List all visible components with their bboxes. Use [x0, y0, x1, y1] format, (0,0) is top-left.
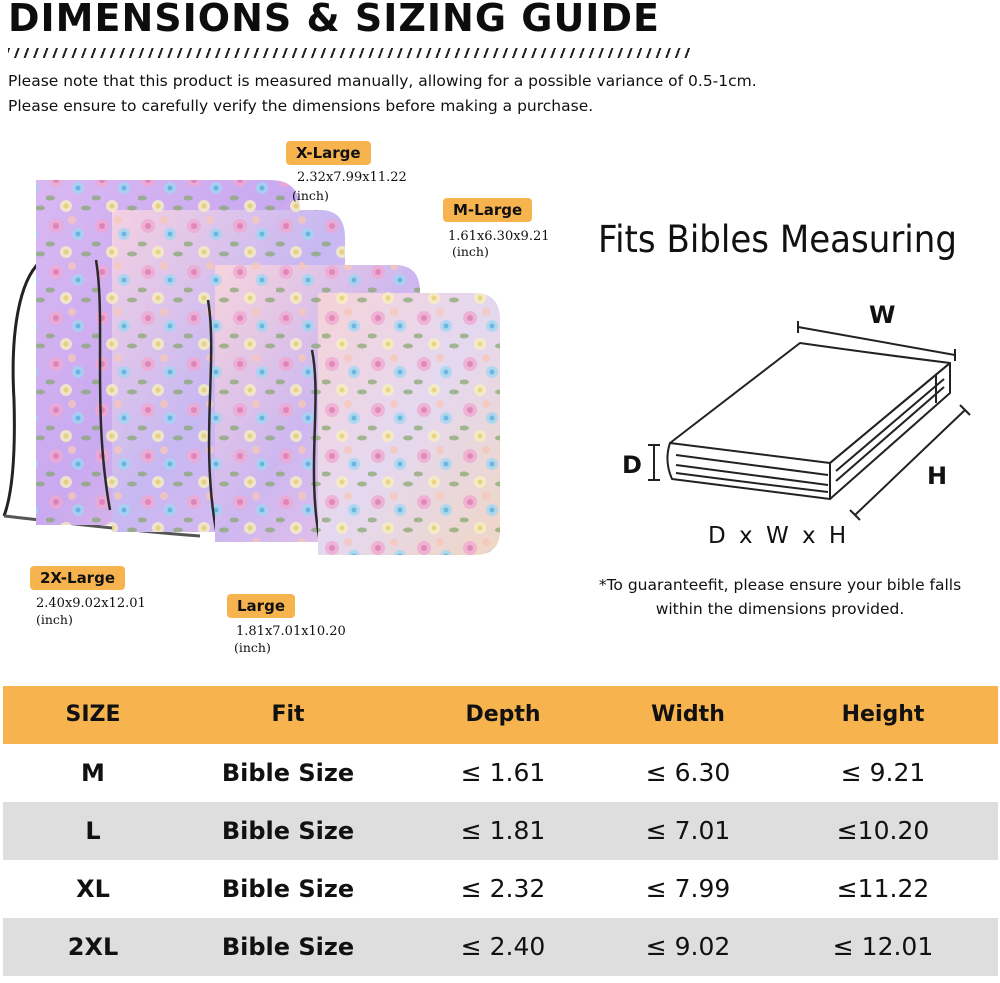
- cell-height: ≤ 9.21: [840, 758, 926, 787]
- guarantee-note-line1: *To guaranteefit, please ensure your bible falls: [598, 576, 962, 594]
- size-label-large: Large: [227, 594, 295, 618]
- depth-label: D: [622, 451, 642, 479]
- size-dims-large: 1.81x7.01x10.20: [236, 624, 346, 639]
- table-row: [3, 860, 998, 918]
- cell-width: ≤ 6.30: [645, 758, 731, 787]
- size-dims-2x-large: 2.40x9.02x12.01: [36, 596, 146, 611]
- cell-depth: ≤ 2.40: [460, 932, 546, 961]
- page-title: DIMENSIONS & SIZING GUIDE: [8, 0, 660, 40]
- header-width: Width: [651, 702, 725, 727]
- header-fit: Fit: [271, 702, 305, 727]
- size-unit-x-large: (inch): [292, 188, 329, 203]
- cell-width: ≤ 7.01: [645, 816, 731, 845]
- cell-fit: Bible Size: [221, 933, 355, 961]
- size-label-x-large: X-Large: [286, 141, 371, 165]
- size-dims-m-large: 1.61x6.30x9.21: [448, 229, 550, 244]
- size-table: [3, 686, 998, 976]
- title-underline-divider: [8, 48, 692, 58]
- cell-size: L: [85, 817, 101, 845]
- header-depth: Depth: [465, 702, 541, 727]
- measurement-note: Please note that this product is measured manually, allowing for a possible variance of 0.5-1cm.: [8, 72, 757, 90]
- guarantee-note-line2: within the dimensions provided.: [655, 600, 905, 618]
- size-unit-2x-large: (inch): [36, 612, 73, 627]
- size-unit-m-large: (inch): [452, 244, 489, 259]
- table-row: [3, 802, 998, 860]
- size-unit-large: (inch): [234, 640, 271, 655]
- cell-fit: Bible Size: [221, 759, 355, 787]
- fits-bibles-title: Fits Bibles Measuring: [598, 218, 957, 261]
- cell-height: ≤11.22: [836, 874, 930, 903]
- cell-fit: Bible Size: [221, 875, 355, 903]
- size-label-2x-large: 2X-Large: [30, 566, 125, 590]
- verification-note: Please ensure to carefully verify the dimensions before making a purchase.: [8, 97, 594, 115]
- book-diagram-icon: [640, 315, 980, 525]
- cell-size: M: [81, 759, 105, 787]
- cell-height: ≤10.20: [836, 816, 930, 845]
- table-header: [3, 686, 998, 744]
- cell-depth: ≤ 1.61: [460, 758, 546, 787]
- cell-fit: Bible Size: [221, 817, 355, 845]
- width-label: W: [869, 301, 896, 329]
- cell-size: XL: [76, 875, 110, 903]
- height-label: H: [927, 462, 948, 490]
- table-row: [3, 744, 998, 802]
- header-size: SIZE: [65, 702, 121, 727]
- cell-width: ≤ 7.99: [645, 874, 731, 903]
- size-dims-x-large: 2.32x7.99x11.22: [297, 170, 407, 185]
- header-height: Height: [841, 702, 925, 727]
- cell-size: 2XL: [67, 933, 119, 961]
- cell-height: ≤ 12.01: [832, 932, 934, 961]
- table-row: [3, 918, 998, 976]
- cell-depth: ≤ 2.32: [460, 874, 546, 903]
- size-label-m-large: M-Large: [443, 198, 532, 222]
- dimension-formula: D x W x H: [708, 523, 850, 549]
- cell-depth: ≤ 1.81: [460, 816, 546, 845]
- cell-width: ≤ 9.02: [645, 932, 731, 961]
